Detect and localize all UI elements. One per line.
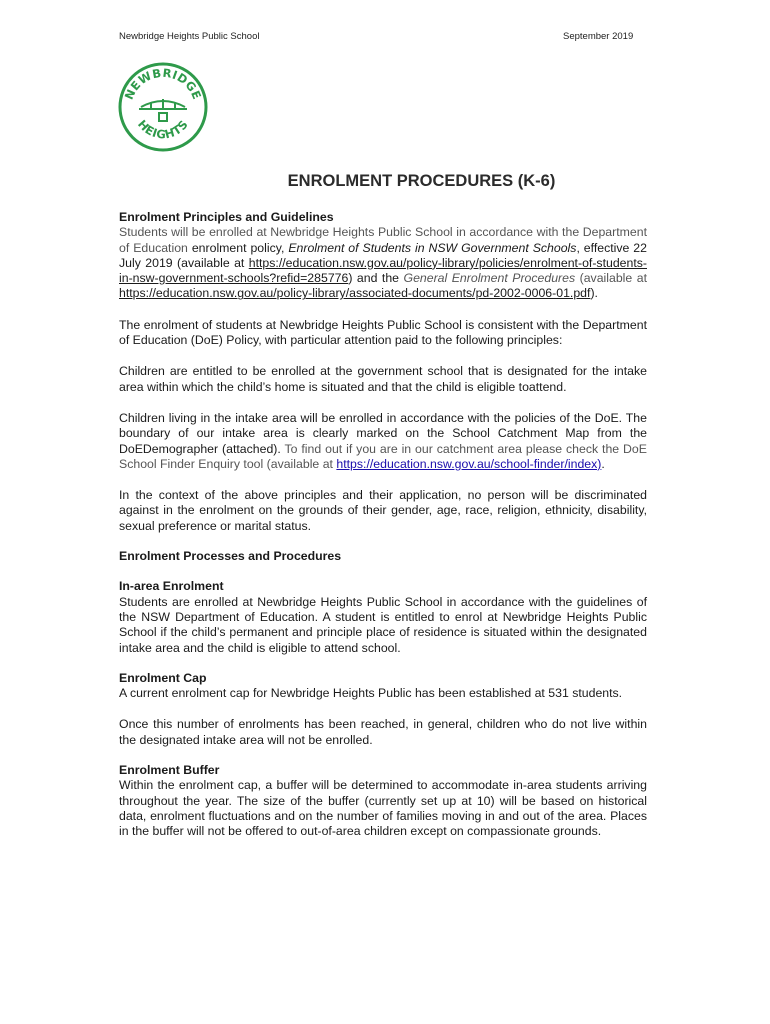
paragraph-intake-area: Children living in the intake area will be enrolled in accordance with the policies of the DoE. The boundary of our intake area is clearly marked on the School Catchment Map from the DoEDemographer (attached). To find out if you are in our catchment area please check the DoE School Finder Enquiry tool (available at https://education.nsw.gov.au/school-finder/index). bbox=[119, 410, 647, 471]
school-finder-link[interactable]: https://education.nsw.gov.au/school-finder/index) bbox=[336, 456, 602, 471]
document-body bbox=[119, 210, 647, 840]
school-logo bbox=[117, 57, 209, 157]
paragraph-in-area: Students are enrolled at Newbridge Heights Public School in accordance with the guidelines of the NSW Department of Education. A student is entitled to enrol at Newbridge Heights Public School if the child’s permanent and principle place of residence is situated within the designated intake area and the child is eligible to attend school. bbox=[119, 594, 647, 655]
header-school-name: Newbridge Heights Public School bbox=[119, 31, 260, 42]
paragraph-principles-intro: Students will be enrolled at Newbridge Heights Public School in accordance with the Department of Education enrolment policy, Enrolment of Students in NSW Government Schools, effective 22 July 2019 (available at https://education.nsw.gov.au/policy-library/policies/enrolment-of-students-in-nsw-government-schools?refid=285776) and the General Enrolment Procedures (available at https://education.nsw.gov.au/policy-library/associated-documents/pd-2002-0006-01.pdf). bbox=[119, 225, 647, 301]
header-date: September 2019 bbox=[563, 31, 634, 42]
paragraph-consistency: The enrolment of students at Newbridge Heights Public School is consistent with the Department of Education (DoE) Policy, with particular attention paid to the following principles: bbox=[119, 317, 647, 348]
section-heading-principles: Enrolment Principles and Guidelines bbox=[119, 210, 334, 224]
logo-top-text: NEWBRIDGE bbox=[121, 65, 205, 102]
paragraph-non-discrimination: In the context of the above principles and their application, no person will be discriminated against in the enrolment on the grounds of their gender, age, race, religion, ethnicity, disability, sexual preference or marital status. bbox=[119, 488, 647, 533]
section-heading-processes: Enrolment Processes and Procedures bbox=[119, 549, 342, 564]
paragraph-cap-reached: Once this number of enrolments has been reached, in general, children who do not live within the designated intake area will not be enrolled. bbox=[119, 717, 647, 747]
paragraph-buffer: Within the enrolment cap, a buffer will be determined to accommodate in-area students arriving throughout the year. The size of the buffer (currently set up at 10) will be based on historical data, enrolment fluctuations and on the number of families moving in and out of the area. Places in the buffer will not be offered to out-of-area children except on compassionate grounds. bbox=[119, 778, 647, 839]
paragraph-entitlement: Children are entitled to be enrolled at the government school that is designated for the intake area within which the child’s home is situated and that the child is eligible toattend. bbox=[119, 364, 647, 394]
policy-link[interactable]: https://education.nsw.gov.au/policy-library/policies/enrolment-of-students-in-nsw-government-schools?refid=285776 bbox=[119, 255, 647, 286]
bridge-icon bbox=[139, 99, 187, 121]
page-title: ENROLMENT PROCEDURES (K-6) bbox=[287, 172, 556, 190]
paragraph-cap: A current enrolment cap for Newbridge Heights Public has been established at 531 students. bbox=[119, 686, 623, 701]
logo-bottom-text: HEIGHTS bbox=[134, 117, 191, 142]
subheading-buffer: Enrolment Buffer bbox=[119, 763, 220, 778]
subheading-in-area: In-area Enrolment bbox=[119, 579, 224, 594]
subheading-cap: Enrolment Cap bbox=[119, 670, 207, 685]
svg-text:NEWBRIDGE bbox=[122, 66, 205, 102]
procedures-link[interactable]: https://education.nsw.gov.au/policy-library/associated-documents/pd-2002-0006-01.pdf bbox=[119, 286, 591, 301]
